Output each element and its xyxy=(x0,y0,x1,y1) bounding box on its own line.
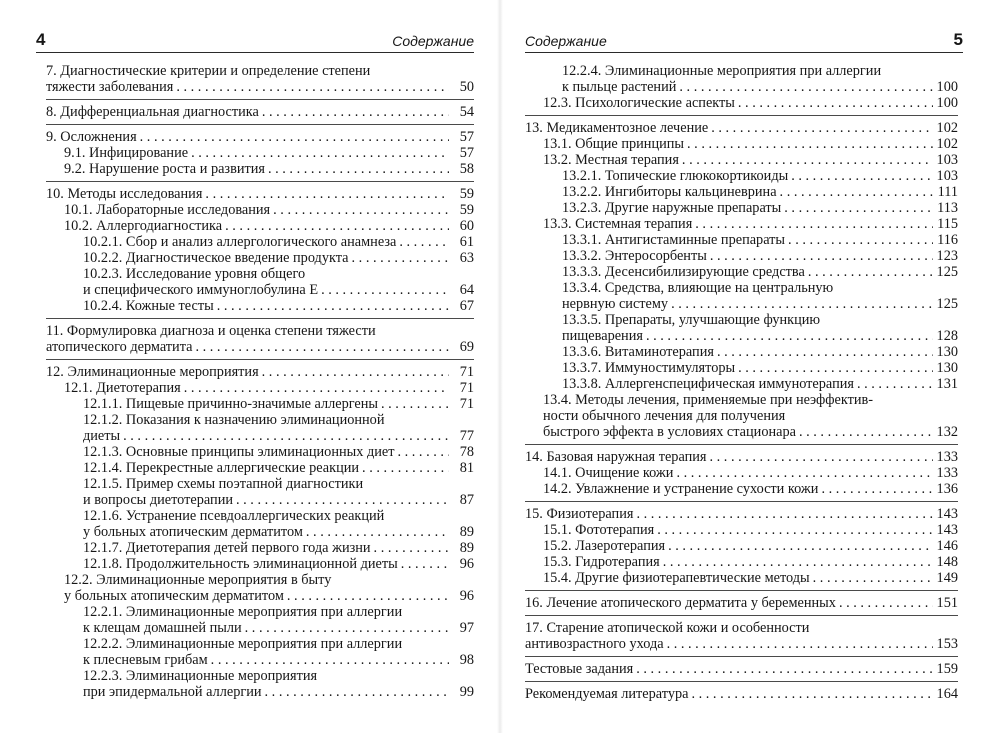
toc-entry-title: тяжести заболевания xyxy=(46,79,174,95)
dot-leader xyxy=(205,186,449,202)
toc-entry xyxy=(46,460,474,476)
dot-leader xyxy=(236,492,449,508)
toc-page-number: 125 xyxy=(936,264,958,280)
toc-entry xyxy=(525,136,958,152)
dot-leader xyxy=(211,652,449,668)
toc-entry-title-line: ности обычного лечения для получения xyxy=(543,408,786,424)
toc-page-number: 130 xyxy=(936,344,958,360)
dot-leader xyxy=(381,396,449,412)
dot-leader xyxy=(195,339,449,355)
dot-leader xyxy=(306,524,449,540)
toc-page-number: 103 xyxy=(936,168,958,184)
dot-leader xyxy=(839,595,933,611)
dot-leader xyxy=(738,360,933,376)
toc-entry-title: 13.3.7. Иммуностимуляторы xyxy=(562,360,736,376)
toc-entry xyxy=(525,312,958,344)
dot-leader xyxy=(636,661,933,677)
toc-page-number: 57 xyxy=(459,145,474,161)
toc-entry-title-line: 13.3.5. Препараты, улучшающие функцию xyxy=(562,312,821,328)
toc-entry xyxy=(525,200,958,216)
toc-entry xyxy=(46,145,474,161)
toc-entry xyxy=(46,202,474,218)
toc-entry xyxy=(525,570,958,591)
toc-entry-title: 12.1.1. Пищевые причинно-значимые аллергены xyxy=(83,396,378,412)
toc-entry-title-line: 10.2.3. Исследование уровня общего xyxy=(83,266,306,282)
toc-entry-title: 12.1.7. Диетотерапия детей первого года жизни xyxy=(83,540,371,556)
toc-entry-title: 9.1. Инфицирование xyxy=(64,145,189,161)
toc-entry-title: пищеварения xyxy=(562,328,643,344)
toc-entry-title: 12.1.3. Основные принципы элиминационных диет xyxy=(83,444,395,460)
toc-entry-title: быстрого эффекта в условиях стационара xyxy=(543,424,796,440)
dot-leader xyxy=(668,538,933,554)
toc-entry-title: 12. Элиминационные мероприятия xyxy=(46,364,259,380)
dot-leader xyxy=(788,232,933,248)
toc-entry-title: 15.3. Гидротерапия xyxy=(543,554,660,570)
toc-entry xyxy=(46,250,474,266)
dot-leader xyxy=(679,79,933,95)
toc-entry xyxy=(525,184,958,200)
dot-leader xyxy=(710,248,933,264)
toc-entry-title: 12.3. Психологические аспекты xyxy=(543,95,735,111)
toc-page-number: 111 xyxy=(937,184,958,200)
toc-entry-title-line: 17. Старение атопической кожи и особенности xyxy=(525,620,810,636)
dot-leader xyxy=(676,465,933,481)
toc-entry-title: 13.3.8. Аллергенспецифическая иммунотерапия xyxy=(562,376,854,392)
toc-entry xyxy=(525,538,958,554)
toc-entry-title: 13.2.2. Ингибиторы кальциневрина xyxy=(562,184,777,200)
toc-page-number: 67 xyxy=(459,298,474,314)
toc-entry xyxy=(525,620,958,657)
toc-entry-title: 13.3.6. Витаминотерапия xyxy=(562,344,714,360)
toc-page-number: 96 xyxy=(459,588,474,604)
dot-leader xyxy=(682,152,933,168)
toc-page-number: 61 xyxy=(459,234,474,250)
toc-entry xyxy=(525,248,958,264)
toc-entry xyxy=(525,522,958,538)
toc-page-number: 77 xyxy=(459,428,474,444)
dot-leader xyxy=(695,216,933,232)
toc-entry xyxy=(525,392,958,445)
dot-leader xyxy=(176,79,449,95)
dot-leader xyxy=(245,620,449,636)
toc-entry-title: диеты xyxy=(83,428,121,444)
toc-entry xyxy=(46,323,474,360)
dot-leader xyxy=(140,129,449,145)
toc-entry-title: 12.1. Диетотерапия xyxy=(64,380,181,396)
toc-page-number: 64 xyxy=(459,282,474,298)
toc-entry-title: у больных атопическим дерматитом xyxy=(83,524,303,540)
dot-leader xyxy=(401,556,449,572)
toc-page-number: 69 xyxy=(459,339,474,355)
toc-entry-title: 13. Медикаментозное лечение xyxy=(525,120,709,136)
dot-leader xyxy=(738,95,933,111)
toc-page-number: 151 xyxy=(936,595,958,611)
toc-page-number: 63 xyxy=(459,250,474,266)
toc-entry xyxy=(46,540,474,556)
toc-page-number: 149 xyxy=(936,570,958,586)
toc-entry xyxy=(525,506,958,522)
toc-entry-title: антивозрастного ухода xyxy=(525,636,664,652)
toc-page-number: 71 xyxy=(459,396,474,412)
toc-entry-title: 10.2.1. Сбор и анализ аллергологического анамнеза xyxy=(83,234,397,250)
right-page-header xyxy=(525,30,963,53)
toc-entry-title: 15.1. Фототерапия xyxy=(543,522,655,538)
toc-entry xyxy=(525,595,958,616)
toc-entry-title: 14. Базовая наружная терапия xyxy=(525,449,707,465)
toc-entry-title: 15.2. Лазеротерапия xyxy=(543,538,666,554)
toc-page-number: 133 xyxy=(936,449,958,465)
toc-page-number: 58 xyxy=(459,161,474,177)
toc-page-number: 159 xyxy=(936,661,958,677)
dot-leader xyxy=(717,344,933,360)
toc-entry-title: 13.3.2. Энтеросорбенты xyxy=(562,248,707,264)
toc-entry-title: 10.2.2. Диагностическое введение продукта xyxy=(83,250,349,266)
dot-leader xyxy=(321,282,449,298)
toc-entry xyxy=(525,168,958,184)
dot-leader xyxy=(399,234,449,250)
toc-entry-title-line: 12.2.1. Элиминационные мероприятия при аллергии xyxy=(83,604,403,620)
toc-entry xyxy=(525,216,958,232)
toc-entry xyxy=(46,412,474,444)
toc-entry-title-line: 12.2.4. Элиминационные мероприятия при аллергии xyxy=(562,63,882,79)
toc-entry xyxy=(46,668,474,700)
dot-leader xyxy=(273,202,449,218)
dot-leader xyxy=(821,481,933,497)
toc-entry-title: 14.1. Очищение кожи xyxy=(543,465,674,481)
dot-leader xyxy=(808,264,933,280)
toc-entry-title: Тестовые задания xyxy=(525,661,634,677)
page-number: 5 xyxy=(953,30,963,49)
dot-leader xyxy=(191,145,449,161)
dot-leader xyxy=(780,184,933,200)
toc-entry-title: 8. Дифференциальная диагностика xyxy=(46,104,259,120)
toc-entry xyxy=(46,556,474,572)
toc-entry-title-line: 13.4. Методы лечения, применяемые при неэффектив- xyxy=(543,392,873,408)
toc-entry xyxy=(525,661,958,682)
toc-entry xyxy=(46,161,474,182)
toc-entry xyxy=(46,298,474,319)
toc-entry xyxy=(525,376,958,392)
toc-entry-title: 13.1. Общие принципы xyxy=(543,136,685,152)
dot-leader xyxy=(799,424,933,440)
toc-page-number: 81 xyxy=(459,460,474,476)
toc-entry-title: 13.2. Местная терапия xyxy=(543,152,679,168)
dot-leader xyxy=(667,636,933,652)
toc-page-number: 100 xyxy=(936,79,958,95)
toc-page-number: 102 xyxy=(936,120,958,136)
toc-page-number: 57 xyxy=(459,129,474,145)
toc-page-number: 131 xyxy=(936,376,958,392)
toc-page-number: 130 xyxy=(936,360,958,376)
toc-entry xyxy=(46,636,474,668)
dot-leader xyxy=(225,218,449,234)
toc-entry-title: к пыльце растений xyxy=(562,79,677,95)
dot-leader xyxy=(791,168,933,184)
toc-entry-title: 10.2.4. Кожные тесты xyxy=(83,298,214,314)
toc-entry-title: 12.1.4. Перекрестные аллергические реакции xyxy=(83,460,360,476)
dot-leader xyxy=(352,250,449,266)
dot-leader xyxy=(663,554,933,570)
toc-page-number: 146 xyxy=(936,538,958,554)
toc-page-number: 50 xyxy=(459,79,474,95)
toc-entry-title: атопического дерматита xyxy=(46,339,193,355)
toc-page-number: 128 xyxy=(936,328,958,344)
toc-page-number: 71 xyxy=(459,380,474,396)
dot-leader xyxy=(784,200,933,216)
toc-page-number: 59 xyxy=(459,186,474,202)
toc-page-number: 123 xyxy=(936,248,958,264)
dot-leader xyxy=(691,686,933,702)
toc-page-number: 89 xyxy=(459,524,474,540)
toc-page-number: 164 xyxy=(936,686,958,702)
toc-entry xyxy=(525,280,958,312)
dot-leader xyxy=(268,161,449,177)
dot-leader xyxy=(710,449,934,465)
toc-page-number: 59 xyxy=(459,202,474,218)
toc-page-number: 71 xyxy=(459,364,474,380)
table-of-contents-right xyxy=(525,63,958,702)
toc-entry-title: 13.3.1. Антигистаминные препараты xyxy=(562,232,786,248)
toc-entry-title-line: 11. Формулировка диагноза и оценка степени тяжести xyxy=(46,323,376,339)
toc-entry xyxy=(46,218,474,234)
page-number: 4 xyxy=(36,30,46,49)
toc-entry-title: 10. Методы исследования xyxy=(46,186,203,202)
toc-entry-title: 13.3. Системная терапия xyxy=(543,216,693,232)
toc-entry xyxy=(525,465,958,481)
toc-entry-title: 10.1. Лабораторные исследования xyxy=(64,202,271,218)
toc-entry xyxy=(525,120,958,136)
toc-entry-title: при эпидермальной аллергии xyxy=(83,684,262,700)
toc-page-number: 97 xyxy=(459,620,474,636)
toc-entry-title: и вопросы диетотерапии xyxy=(83,492,233,508)
toc-entry-title-line: 12.2.2. Элиминационные мероприятия при аллергии xyxy=(83,636,403,652)
left-page-header xyxy=(36,30,474,53)
toc-entry-title: 9.2. Нарушение роста и развития xyxy=(64,161,265,177)
toc-entry xyxy=(525,686,958,702)
dot-leader xyxy=(374,540,449,556)
toc-entry-title: 13.2.3. Другие наружные препараты xyxy=(562,200,782,216)
toc-page-number: 78 xyxy=(459,444,474,460)
toc-entry xyxy=(525,554,958,570)
toc-entry xyxy=(46,444,474,460)
dot-leader xyxy=(123,428,449,444)
toc-page-number: 102 xyxy=(936,136,958,152)
toc-page-number: 125 xyxy=(936,296,958,312)
toc-entry-title-line: 12.2.3. Элиминационные мероприятия xyxy=(83,668,318,684)
dot-leader xyxy=(711,120,933,136)
toc-entry-title: 10.2. Аллергодиагностика xyxy=(64,218,223,234)
toc-entry xyxy=(525,63,958,95)
dot-leader xyxy=(657,522,933,538)
toc-entry xyxy=(46,572,474,604)
toc-entry-title: Рекомендуемая литература xyxy=(525,686,689,702)
toc-entry-title: к плесневым грибам xyxy=(83,652,208,668)
toc-entry-title: 13.3.3. Десенсибилизирующие средства xyxy=(562,264,805,280)
toc-entry-title: 15. Физиотерапия xyxy=(525,506,634,522)
toc-page-number: 89 xyxy=(459,540,474,556)
toc-page-number: 153 xyxy=(936,636,958,652)
dot-leader xyxy=(646,328,933,344)
dot-leader xyxy=(265,684,449,700)
toc-page-number: 133 xyxy=(936,465,958,481)
table-of-contents-left xyxy=(46,63,474,700)
toc-page-number: 96 xyxy=(459,556,474,572)
right-page xyxy=(500,0,1000,733)
dot-leader xyxy=(397,444,449,460)
toc-entry xyxy=(525,232,958,248)
toc-entry xyxy=(46,104,474,125)
toc-entry xyxy=(525,344,958,360)
toc-entry xyxy=(46,604,474,636)
toc-entry xyxy=(46,508,474,540)
dot-leader xyxy=(813,570,933,586)
toc-entry xyxy=(46,234,474,250)
toc-page-number: 115 xyxy=(937,216,958,232)
toc-entry xyxy=(525,449,958,465)
toc-entry xyxy=(525,95,958,116)
toc-entry-title-line: 12.1.2. Показания к назначению элиминационной xyxy=(83,412,385,428)
toc-entry-title-line: 12.2. Элиминационные мероприятия в быту xyxy=(64,572,332,588)
toc-entry xyxy=(525,481,958,502)
toc-page-number: 116 xyxy=(937,232,958,248)
dot-leader xyxy=(362,460,449,476)
toc-page-number: 98 xyxy=(459,652,474,668)
toc-entry xyxy=(525,360,958,376)
toc-entry xyxy=(46,364,474,380)
dot-leader xyxy=(287,588,449,604)
toc-page-number: 87 xyxy=(459,492,474,508)
toc-entry xyxy=(525,264,958,280)
toc-entry-title-line: 12.1.6. Устранение псевдоаллергических реакций xyxy=(83,508,385,524)
toc-page-number: 54 xyxy=(459,104,474,120)
toc-entry xyxy=(46,186,474,202)
dot-leader xyxy=(636,506,933,522)
toc-entry-title: и специфического иммуноглобулина Е xyxy=(83,282,319,298)
toc-entry xyxy=(46,129,474,145)
dot-leader xyxy=(687,136,933,152)
toc-page-number: 132 xyxy=(936,424,958,440)
toc-entry-title: 14.2. Увлажнение и устранение сухости кожи xyxy=(543,481,819,497)
toc-page-number: 103 xyxy=(936,152,958,168)
toc-entry-title: у больных атопическим дерматитом xyxy=(64,588,284,604)
toc-entry xyxy=(525,152,958,168)
toc-entry xyxy=(46,476,474,508)
toc-entry-title: 13.2.1. Топические глюкокортикоиды xyxy=(562,168,789,184)
toc-entry-title: 16. Лечение атопического дерматита у беременных xyxy=(525,595,836,611)
dot-leader xyxy=(262,364,449,380)
toc-entry xyxy=(46,266,474,298)
running-head: Содержание xyxy=(392,33,474,49)
toc-entry-title: к клещам домашней пыли xyxy=(83,620,242,636)
dot-leader xyxy=(857,376,933,392)
toc-entry xyxy=(46,396,474,412)
toc-entry-title-line: 13.3.4. Средства, влияющие на центральную xyxy=(562,280,834,296)
toc-page-number: 136 xyxy=(936,481,958,497)
dot-leader xyxy=(217,298,449,314)
toc-entry xyxy=(46,380,474,396)
dot-leader xyxy=(184,380,449,396)
toc-entry xyxy=(46,63,474,100)
toc-page-number: 148 xyxy=(936,554,958,570)
running-head: Содержание xyxy=(525,33,607,49)
toc-entry-title: нервную систему xyxy=(562,296,669,312)
toc-page-number: 60 xyxy=(459,218,474,234)
dot-leader xyxy=(671,296,933,312)
toc-entry-title: 9. Осложнения xyxy=(46,129,137,145)
toc-page-number: 143 xyxy=(936,522,958,538)
toc-entry-title: 12.1.8. Продолжительность элиминационной диеты xyxy=(83,556,398,572)
toc-entry-title: 15.4. Другие физиотерапевтические методы xyxy=(543,570,810,586)
dot-leader xyxy=(262,104,449,120)
toc-page-number: 99 xyxy=(459,684,474,700)
toc-entry-title-line: 12.1.5. Пример схемы поэтапной диагностики xyxy=(83,476,364,492)
toc-page-number: 113 xyxy=(937,200,958,216)
toc-entry-title-line: 7. Диагностические критерии и определение степени xyxy=(46,63,371,79)
toc-page-number: 100 xyxy=(936,95,958,111)
toc-page-number: 143 xyxy=(936,506,958,522)
